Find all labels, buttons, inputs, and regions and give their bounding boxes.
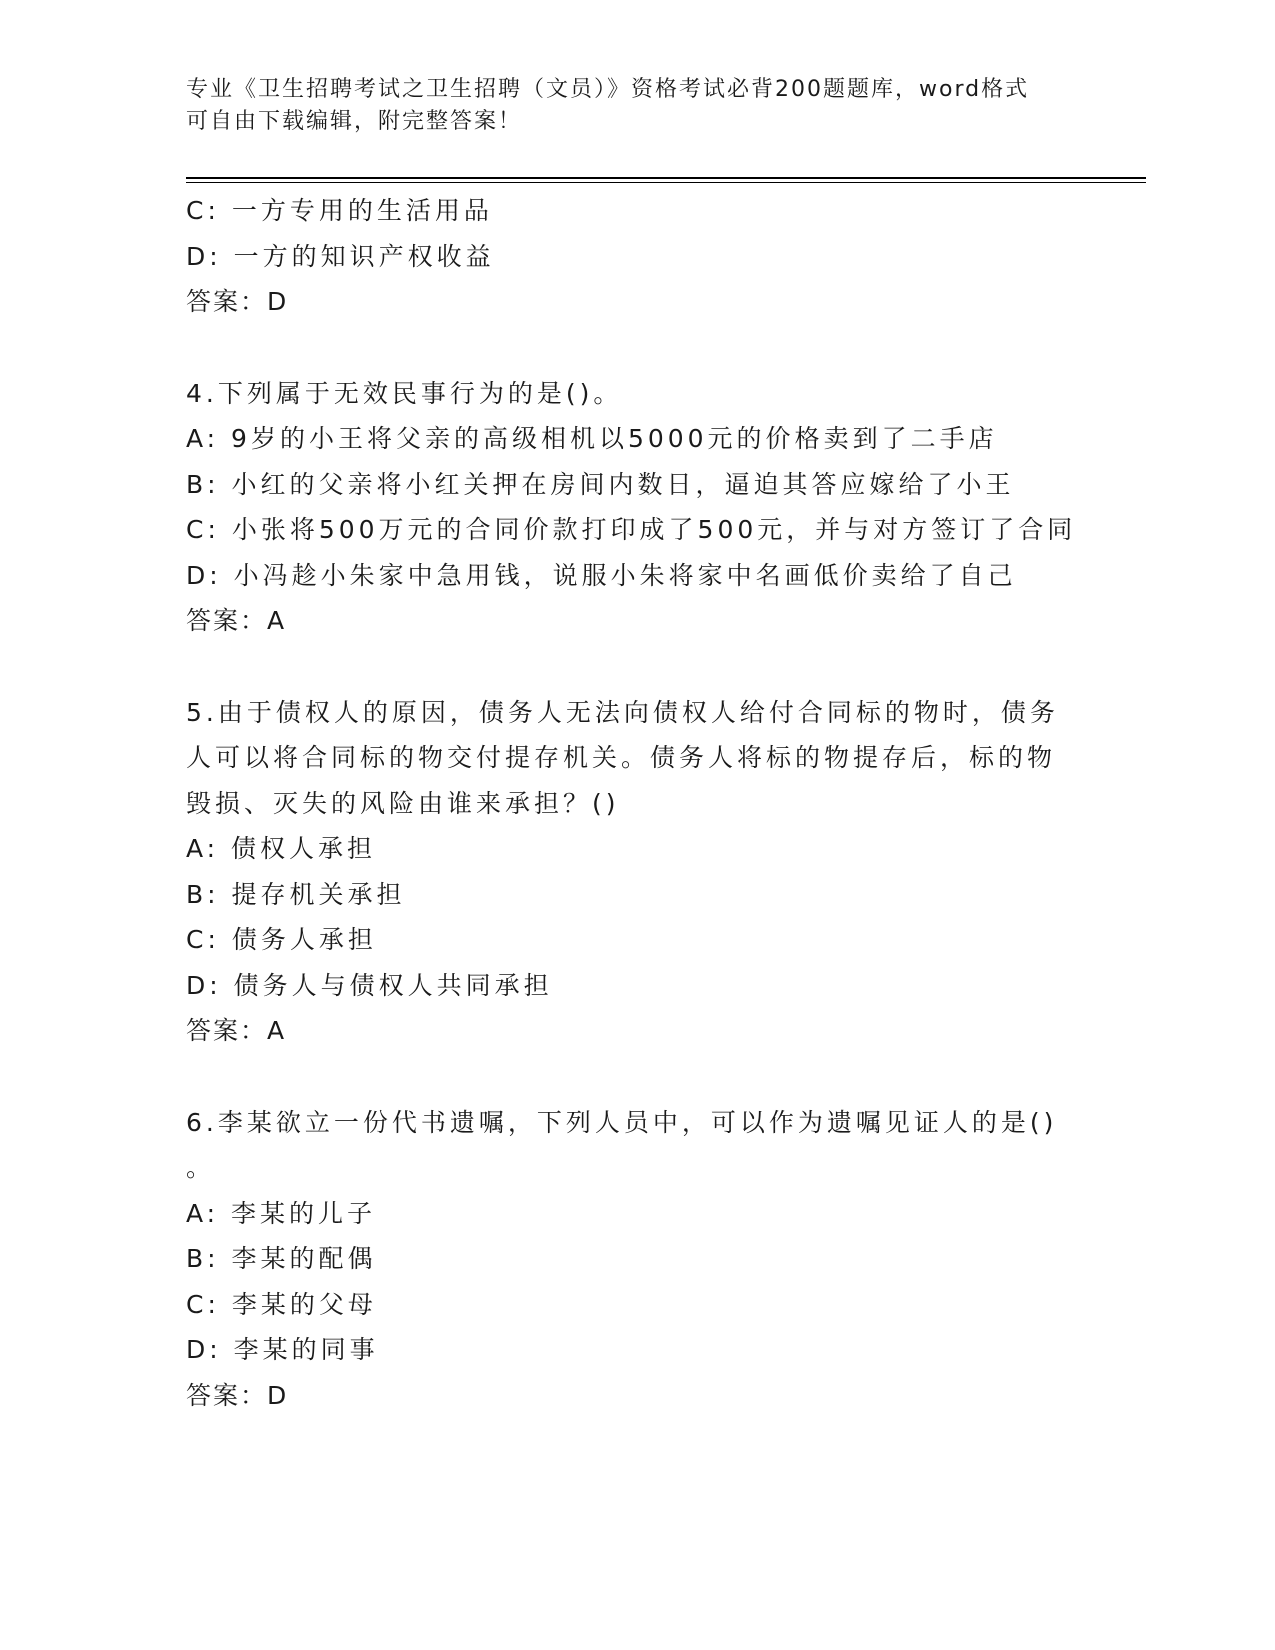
answer-line: 答案：D [186,1380,289,1410]
answer-line: 答案：D [186,287,289,316]
question-stem-line-2: 人可以将合同标的物交付提存机关。债务人将标的物提存后，标的物 [186,743,1057,772]
question-6 [186,1100,1086,1419]
option-a: A: 债权人承担 [186,834,377,863]
option-c: C: 一方专用的生活用品 [186,196,493,225]
spacer [186,1054,1086,1100]
header-divider-thin [186,182,1146,183]
question-4 [186,371,1086,644]
question-stem-line-3: 毁损、灭失的风险由谁来承担？() [186,788,620,818]
page-header [186,74,1086,138]
option-b: B: 提存机关承担 [186,879,406,909]
option-d: D: 李某的同事 [186,1335,379,1364]
question-3-tail [186,188,1086,325]
header-title-line-2: 可自由下载编辑，附完整答案！ [186,109,523,134]
spacer [186,644,1086,690]
option-a: A: 李某的儿子 [186,1198,377,1228]
option-c: C: 债务人承担 [186,925,377,954]
header-title-line-1: 专业《卫生招聘考试之卫生招聘（文员）》资格考试必背200题题库，word格式 [186,77,1030,102]
question-5 [186,690,1086,1054]
question-stem-line-1: 6.李某欲立一份代书遗嘱，下列人员中，可以作为遗嘱见证人的是() [186,1107,1058,1137]
question-stem-line-2: 。 [186,1153,216,1182]
option-c: C: 小张将500万元的合同价款打印成了500元，并与对方签订了合同 [186,515,1077,544]
spacer [186,325,1086,371]
question-stem: 4.下列属于无效民事行为的是()。 [186,378,623,408]
option-c: C: 李某的父母 [186,1289,377,1319]
option-b: B: 小红的父亲将小红关押在房间内数日，逼迫其答应嫁给了小王 [186,469,1015,499]
question-stem-line-1: 5.由于债权人的原因，债务人无法向债权人给付合同标的物时，债务 [186,697,1059,727]
answer-line: 答案：A [186,606,287,635]
option-a: A: 9岁的小王将父亲的高级相机以5000元的价格卖到了二手店 [186,424,998,453]
option-b: B: 李某的配偶 [186,1244,377,1273]
option-d: D: 一方的知识产权收益 [186,241,495,271]
option-d: D: 小冯趁小朱家中急用钱，说服小朱将家中名画低价卖给了自己 [186,560,1017,590]
header-divider-thick [186,177,1146,179]
answer-line: 答案：A [186,1016,287,1045]
question-list [186,188,1086,1418]
option-d: D: 债务人与债权人共同承担 [186,970,553,1000]
